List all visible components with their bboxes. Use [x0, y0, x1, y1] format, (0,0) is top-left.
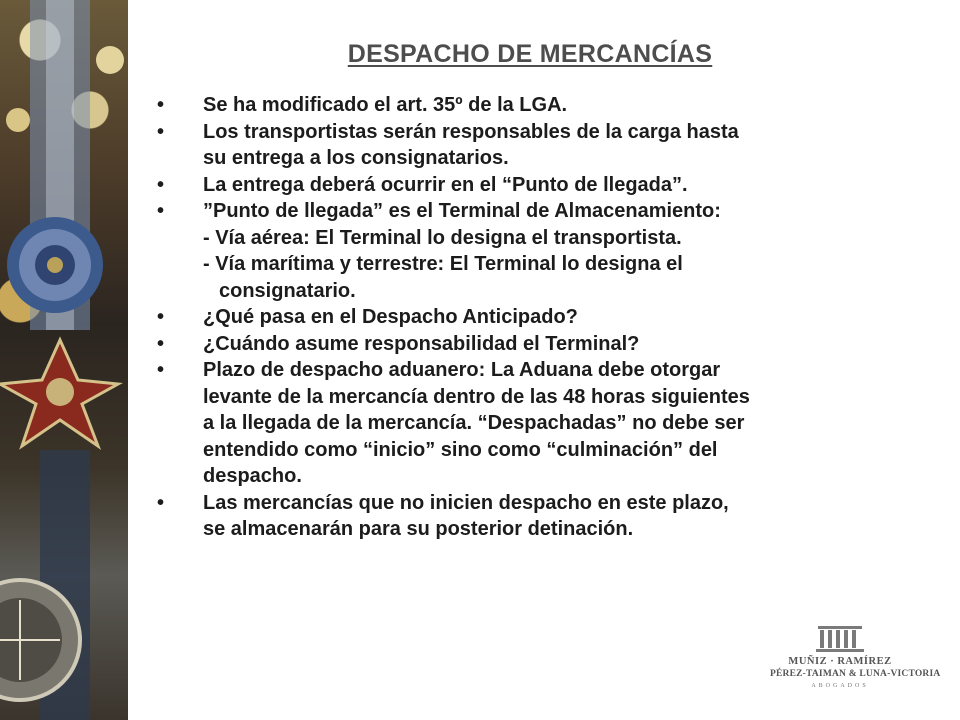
bullet-item — [150, 304, 940, 331]
bullet-line: • Plazo de despacho aduanero: La Aduana debe otorgar — [203, 359, 721, 381]
logo-name-line1: MUÑIZ · RAMÍREZ — [788, 656, 892, 667]
bullet-item — [150, 119, 940, 172]
bullet-line: consignatario. — [219, 279, 356, 302]
bullet-item — [150, 172, 940, 199]
bullet-line: • Se ha modificado el art. 35º de la LGA. — [203, 94, 568, 116]
bullet-line: - Vía marítima y terrestre: El Terminal lo designa el — [203, 253, 683, 275]
bullet-item — [150, 331, 940, 358]
bullet-item — [150, 490, 940, 543]
bullet-list — [150, 92, 940, 543]
bullet-line: • ”Punto de llegada” es el Terminal de Almacenamiento: — [203, 200, 721, 222]
logo-name-line2: PÉREZ-TAIMAN & LUNA-VICTORIA — [770, 669, 941, 679]
side-decorative-image — [0, 0, 128, 720]
bullet-line: • La entrega deberá ocurrir en el “Punto de llegada”. — [203, 173, 688, 196]
bullet-item — [150, 92, 940, 119]
logo-name-line3: ABOGADOS — [811, 683, 869, 689]
bullet-line: a la llegada de la mercancía. “Despachadas” no debe ser — [203, 412, 745, 434]
bullet-line: entendido como “inicio” sino como “culminación” del — [203, 438, 718, 461]
bullet-line: despacho. — [203, 465, 302, 487]
firm-logo — [770, 622, 941, 700]
bullet-item — [150, 357, 940, 490]
bullet-line: • ¿Qué pasa en el Despacho Anticipado? — [203, 306, 578, 328]
bullet-line: - Vía aérea: El Terminal lo designa el transportista. — [203, 226, 682, 249]
bullet-line: su entrega a los consignatarios. — [203, 147, 509, 169]
bullet-line: levante de la mercancía dentro de las 48 horas siguientes — [203, 385, 750, 408]
medal-photo-icon — [0, 0, 128, 720]
bullet-line: • Las mercancías que no inicien despacho en este plazo, — [203, 491, 729, 514]
columns-building-icon — [770, 622, 910, 656]
bullet-line: • ¿Cuándo asume responsabilidad el Terminal? — [203, 332, 640, 355]
slide-title: DESPACHO DE MERCANCÍAS — [347, 40, 713, 68]
bullet-item — [150, 198, 940, 304]
bullet-line: se almacenarán para su posterior detinación. — [203, 518, 634, 540]
bullet-line: • Los transportistas serán responsables de la carga hasta — [203, 120, 739, 143]
